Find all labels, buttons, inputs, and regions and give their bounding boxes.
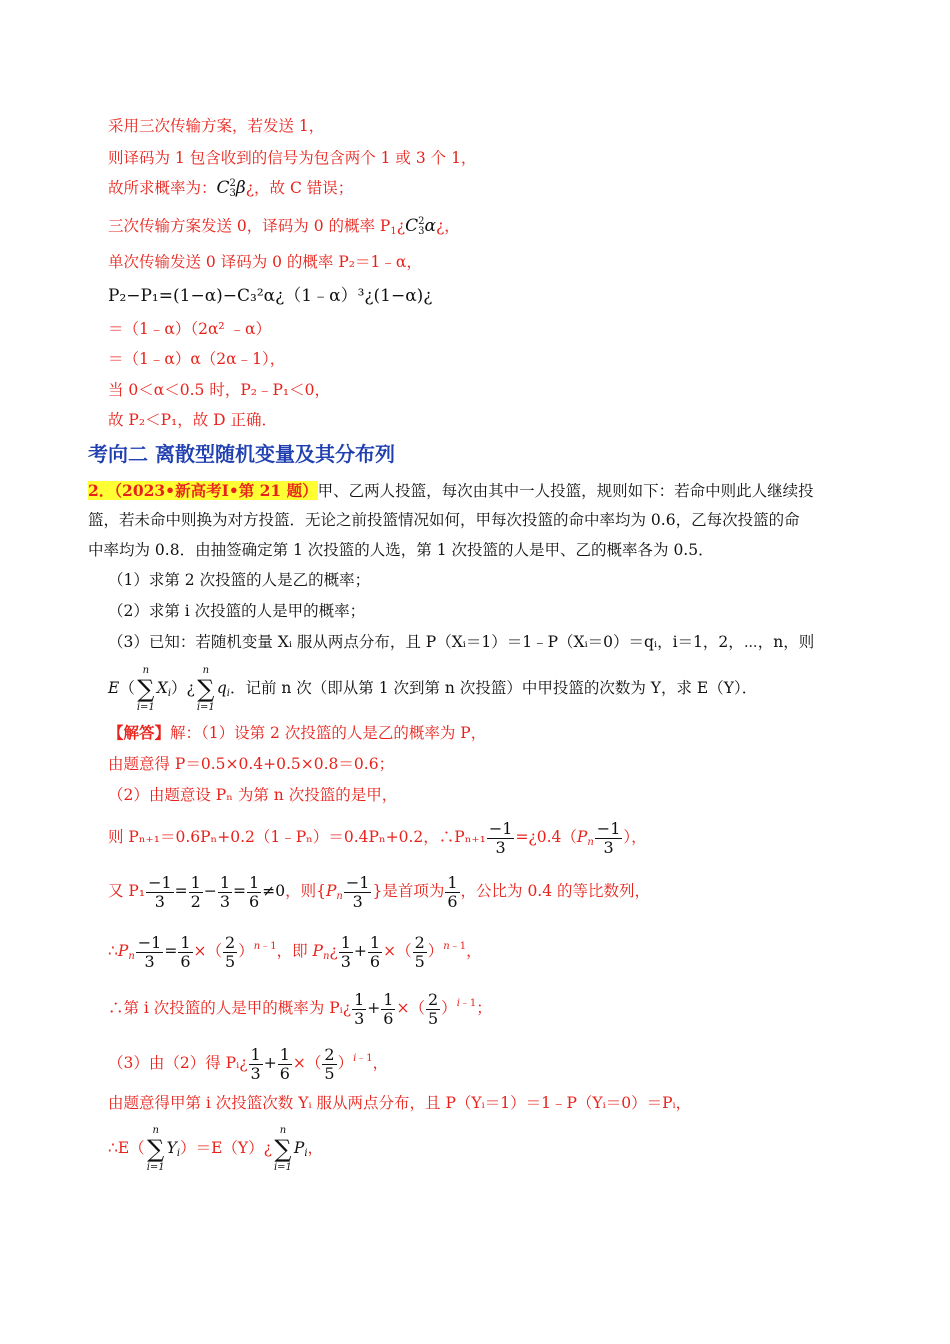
- solution-line: ＝（1﹣α）α（2α﹣1），: [108, 350, 286, 368]
- answer-line: （2）由题意设 Pₙ 为第 n 次投篮的是甲，: [108, 786, 398, 804]
- answer-line: 又 P₁ $\frac{-1}{3}$ = $\frac{1}{2}$ − $\frac{1}{3}$ = $\frac{1}{6}$ ≠0，则{$P_n$ $\frac{-1}{3}$ }是首项为 $\frac{1}{6}$ ，公比为 0.4 的等比数列，: [108, 872, 651, 911]
- answer-tag: 【解答】: [108, 723, 171, 742]
- solution-line: 则译码为 1 包含收到的信号为包含两个 1 或 3 个 1，: [108, 149, 477, 167]
- answer-line: 由题意得甲第 i 次投篮次数 Yᵢ 服从两点分布，且 P（Yᵢ＝1）＝1﹣P（Yᵢ＝0）＝Pᵢ，: [108, 1094, 692, 1112]
- solution-line: 当 0＜α＜0.5 时，P₂﹣P₁＜0，: [108, 381, 330, 399]
- solution-line: 三次传输方案发送 0，译码为 0 的概率 $P_1¿C$ 2 3 α¿，: [108, 215, 460, 237]
- problem-source: （2023•新高考Ⅰ•第 21 题）: [114, 481, 318, 500]
- answer-line: ∴第 i 次投篮的人是甲的概率为 Pᵢ¿ $\frac{1}{3}$ + $\frac{1}{6}$ ×（ $\frac{2}{5}$ ）$^{i﹣1}$；: [108, 989, 492, 1028]
- problem-line: 2．（2023•新高考Ⅰ•第 21 题）甲、乙两人投篮，每次由其中一人投篮，规则如下：若命中则此人继续投: [88, 481, 814, 500]
- question-1: （1）求第 2 次投篮的人是乙的概率；: [108, 571, 371, 589]
- question-2: （2）求第 i 次投篮的人是甲的概率；: [108, 602, 366, 620]
- answer-line: $\therefore P_n$ $\frac{-1}{3}$ = $\frac{1}{6}$ ×（ $\frac{2}{5}$ ）$^{n﹣1}$，即 $P_n¿$ $\frac{1}{3}$ + $\frac{1}{6}$ ×（ $\frac{2}{5}$ ）$^{n﹣1}$，: [108, 932, 482, 971]
- solution-line: ＝（1﹣α）（2α² ﹣α）: [108, 320, 272, 338]
- answer-line: 由题意得 P＝0.5×0.4+0.5×0.8＝0.6；: [108, 755, 395, 773]
- answer-line: （3）由（2）得 Pᵢ¿ $\frac{1}{3}$ + $\frac{1}{6}$ ×（ $\frac{2}{5}$ ）$^{i﹣1}$，: [108, 1044, 389, 1083]
- problem-line: 篮，若未命中则换为对方投篮．无论之前投篮情况如何，甲每次投篮的命中率均为 0.6，乙每次投篮的命: [88, 511, 800, 529]
- answer-line: 则 Pₙ₊₁＝0.6Pₙ+0.2（1﹣Pₙ）＝0.4Pₙ+0.2，∴Pₙ₊₁ $\frac{-1}{3}$ $=¿0.4(P_n$ $\frac{-1}{3}$ ），: [108, 818, 647, 857]
- problem-number: 2．: [88, 481, 115, 500]
- section-heading: 考向二 离散型随机变量及其分布列: [88, 442, 395, 466]
- solution-line: 采用三次传输方案，若发送 1，: [108, 117, 325, 135]
- answer-line: 【解答】解：（1）设第 2 次投篮的人是乙的概率为 P，: [108, 723, 487, 742]
- question-3: （3）已知：若随机变量 Xᵢ 服从两点分布，且 P（Xᵢ＝1）＝1﹣P（Xᵢ＝0）＝qᵢ，i＝1，2，⋯，n，则: [108, 633, 815, 651]
- answer-line: ∴E（ n ∑ i=1 $Y_i)=E(Y)¿$ n ∑ i=1 $P_i$，: [108, 1125, 324, 1173]
- solution-line: 单次传输发送 0 译码为 0 的概率 P₂＝1﹣α，: [108, 253, 422, 271]
- question-3-formula: E（ n ∑ i=1 $X_i)¿$ n ∑ i=1 $q_i$．记前 n 次（即从第 1 次到第 n 次投篮）中甲投篮的次数为 Y，求 E（Y）．: [108, 665, 758, 713]
- solution-line: 故 P₂＜P₁，故 D 正确．: [108, 411, 277, 429]
- solution-line: P₂−P₁=(1−α)−C₃²α¿（1﹣α）³¿(1−α)¿: [108, 286, 433, 306]
- problem-line: 中率均为 0.8．由抽签确定第 1 次投篮的人选，第 1 次投篮的人是甲、乙的概率各为 0.5．: [88, 541, 714, 559]
- solution-line: 故所求概率为：C 2 3 β¿，故 C 错误；: [108, 177, 354, 199]
